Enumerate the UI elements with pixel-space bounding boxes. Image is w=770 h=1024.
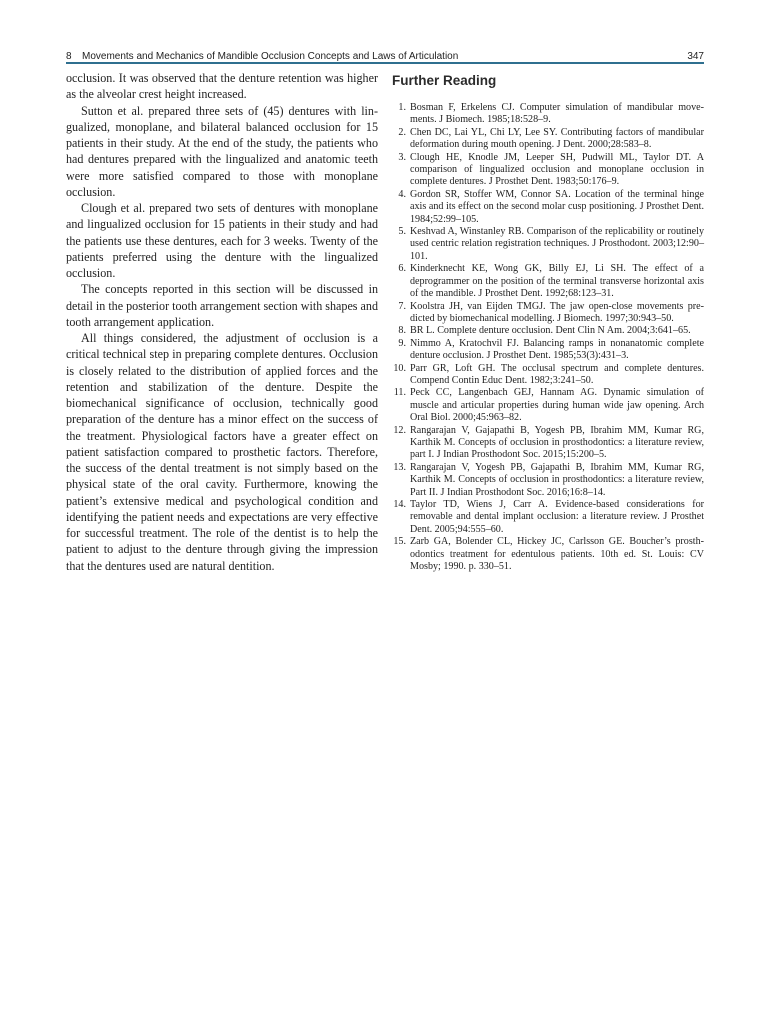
page-number: 347 — [687, 51, 704, 62]
reference-text: Rangarajan V, Yogesh PB, Gajapathi B, Ibrahim MM, Kumar RG, Karthik M. Concepts of occlusion in prosthodontics: a literature review, Part II. J Indian Prosthodont Soc. 2016;16:8–14. — [410, 461, 704, 498]
reference-number: 14. — [393, 499, 406, 510]
reference-item — [392, 462, 704, 499]
reference-text: Zarb GA, Bolender CL, Hickey JC, Carlsson GE. Boucher’s prosthodontics treatment for edentulous patients. 10th ed. St. Louis: CV Mosby; 1990. p. 330–51. — [410, 536, 704, 573]
reference-item — [392, 152, 704, 189]
reference-number: 10. — [393, 362, 406, 374]
reference-text: Gordon SR, Stoffer WM, Connor SA. Location of the terminal hinge axis and its effect on the second molar cusp positioning. J Prosthet Dent. 1984;52:99–105. — [410, 188, 704, 225]
reference-number: 5. — [398, 226, 406, 238]
reference-number: 7. — [398, 300, 406, 312]
reference-item — [392, 325, 704, 337]
body-column — [66, 70, 378, 574]
reference-text: BR L. Complete denture occlusion. Dent Clin N Am. 2004;3:641–65. — [410, 325, 691, 337]
reference-item — [392, 387, 704, 424]
reference-number: 13. — [393, 461, 406, 473]
reference-number: 11. — [393, 387, 406, 399]
reference-item — [392, 127, 704, 152]
reference-number: 3. — [398, 151, 406, 163]
reference-list — [392, 102, 704, 573]
reference-text: Nimmo A, Kratochvil FJ. Balancing ramps in nonanatomic complete denture occlusion. J Prosthet Dent. 1985;53(3):431–3. — [410, 337, 704, 362]
reference-number: 9. — [398, 337, 406, 349]
reference-text: Parr GR, Loft GH. The occlusal spectrum and complete dentures. Compend Contin Educ Dent. 1982;3:241–50. — [410, 362, 704, 386]
reference-number: 2. — [398, 126, 406, 138]
header-rule — [66, 62, 704, 64]
reference-item — [392, 226, 704, 263]
reference-text: Kinderknecht KE, Wong GK, Billy EJ, Li SH. The effect of a deprogrammer on the position of the terminal transverse horizontal axis of the mandible. J Prosthet Dent. 1992;68:123–31. — [410, 263, 704, 300]
reference-item — [392, 536, 704, 573]
reference-number: 15. — [393, 536, 406, 548]
reference-number: 6. — [398, 263, 406, 275]
reference-number: 12. — [393, 424, 406, 436]
reference-item — [392, 189, 704, 226]
reference-text: Chen DC, Lai YL, Chi LY, Lee SY. Contributing factors of mandibular deformation during mouth opening. J Dent. 2000;28:583–8. — [410, 126, 704, 151]
body-paragraph: occlusion. It was observed that the denture retention was higher as the alveolar crest height increased. — [66, 71, 378, 102]
reference-text: Koolstra JH, van Eijden TMGJ. The jaw open-close movements predicted by biomechanical modelling. J Biomech. 1997;30:943–50. — [410, 300, 704, 324]
running-head — [66, 44, 704, 62]
reference-item — [392, 363, 704, 388]
reference-number: 8. — [398, 325, 406, 337]
reference-item — [392, 499, 704, 536]
section-title: Further Reading — [392, 73, 497, 88]
reference-number: 4. — [398, 188, 406, 200]
reference-text: Peck CC, Langenbach GEJ, Hannam AG. Dynamic simulation of muscle and articular properties during human wide jaw opening. Arch Oral Biol. 2000;45:963–82. — [410, 387, 704, 424]
chapter-title: Movements and Mechanics of Mandible Occlusion Concepts and Laws of Articulation — [82, 51, 459, 62]
reference-number: 1. — [398, 102, 406, 113]
body-paragraph: Sutton et al. prepared three sets of (45) dentures with lingualized, monoplane, and bilateral balanced occlusion for 15 patients in their study. At the end of the study, the patients who had dentures prepared with the lingualized and anatomic teeth were more satisfied compared to those with monoplane occlusion. — [66, 103, 378, 199]
reference-item — [392, 425, 704, 462]
reference-text: Keshvad A, Winstanley RB. Comparison of the replicability or routinely used centric relation registration techniques. J Prosthodont. 2003;12:90–101. — [410, 226, 704, 262]
reference-item — [392, 301, 704, 326]
body-paragraph: All things considered, the adjustment of occlusion is a critical technical step in preparing complete dentures. Occlusion is closely related to the distribution of applied forces and the retention and stabilization of the denture. Despite the biomechanical significance of occlusion, technically good preparation of the denture has a minor effect on the success of the treatment. Physiological factors have a greater effect on patient satisfaction compared to prosthetic factors. Therefore, the success of the dental treatment is not simply based on the physical state of the oral cavity. Furthermore, knowing the patient’s extensive medical and psychological condition and identifying the patient needs and expectations are very effective for successful treatment. The role of the dentist is to help the patient to adjust to the denture through giving the impression that the dentures used are natural dentition. — [66, 331, 378, 573]
reference-item — [392, 338, 704, 363]
reference-item — [392, 263, 704, 300]
reference-text: Taylor TD, Wiens J, Carr A. Evidence-based considerations for removable and dental implant occlusion: a literature review. J Prosthet Dent. 2005;94:555–60. — [410, 499, 704, 535]
further-reading-section — [392, 70, 704, 573]
body-paragraph: The concepts reported in this section will be discussed in detail in the posterior tooth arrangement section with shapes and tooth arrangement application. — [66, 282, 378, 329]
reference-text: Rangarajan V, Gajapathi B, Yogesh PB, Ibrahim MM, Kumar RG, Karthik M. Concepts of occlusion in prosthodontics: a literature review, part I. J Indian Prosthodont Soc. 2015;15:200–5. — [410, 424, 704, 461]
reference-item — [392, 102, 704, 127]
reference-text: Bosman F, Erkelens CJ. Computer simulation of mandibular movements. J Biomech. 1985;18:528–9. — [410, 102, 704, 126]
reference-text: Clough HE, Knodle JM, Leeper SH, Pudwill ML, Taylor DT. A comparison of lingualized occlusion and monoplane occlusion in complete dentures. J Prosthet Dent. 1983;50:176–9. — [410, 151, 704, 188]
chapter-number: 8 — [66, 51, 72, 62]
body-paragraph: Clough et al. prepared two sets of dentures with monoplane and lingualized occlusion for 15 patients in their study and had the patients use these dentures, each for 3 weeks. Twenty of the patients preferred using the denture with the lingualized occlusion. — [66, 201, 378, 280]
